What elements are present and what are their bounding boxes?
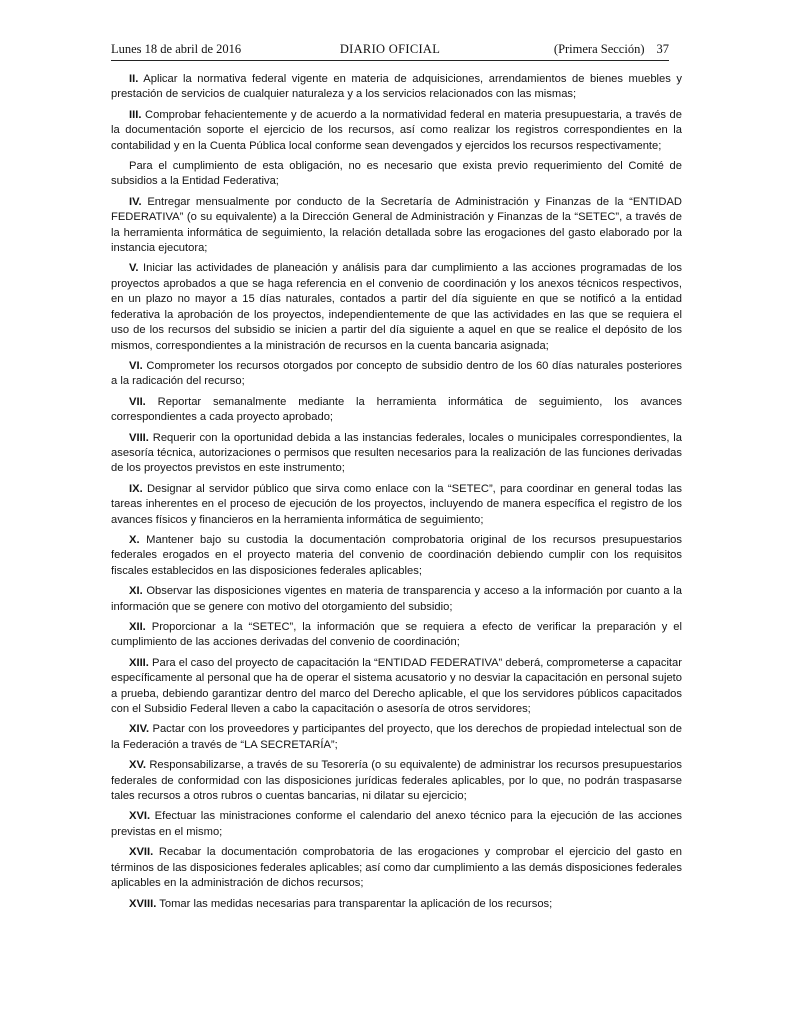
clause-number: XVIII. [129, 897, 157, 910]
clause-text: Reportar semanalmente mediante la herramienta informática de seguimiento, los avances correspondientes a cada proyecto aprobado; [111, 395, 682, 424]
paragraph-vii [111, 395, 682, 426]
clause-number: XV. [129, 759, 147, 772]
clause-text: Para el caso del proyecto de capacitación la “ENTIDAD FEDERATIVA” deberá, comprometerse a capacitar específicamente al personal que ha de operar el sistema acusatorio y no desviar la capacitación en personal sujeto a prueba, debiendo garantizar dentro del marco del Derecho aplicable, el que los servidores públicos capacitados con el Subsidio Federal lleven a cabo la capacitación o asesoría de otros servidores; [111, 656, 682, 716]
paragraph-xii [111, 620, 682, 651]
paragraph-xvii [111, 845, 682, 891]
document-body [111, 72, 682, 917]
header-page-number: 37 [656, 42, 669, 56]
clause-text: Para el cumplimiento de esta obligación, no es necesario que exista previo requerimiento del Comité de subsidios a la Entidad Federativa; [111, 160, 682, 188]
clause-text: Responsabilizarse, a través de su Tesorería (o su equivalente) de administrar los recursos presupuestarios federales de conformidad con las disposiciones jurídicas federales aplicables, por lo que, no podrán traspasarse tales recursos a otros rubros o cuentas bancarias, ni dilatar su ejercicio; [111, 759, 682, 803]
header-date: Lunes 18 de abril de 2016 [111, 42, 242, 56]
page-header [111, 42, 669, 60]
clause-text: Requerir con la oportunidad debida a las instancias federales, locales o municipales correspondientes, la asesoría técnica, autorizaciones o permisos que resulten necesarios para la realización de las funciones derivadas de los proyectos previstos en este instrumento; [111, 431, 682, 475]
paragraph-vi [111, 359, 682, 390]
clause-text: Designar al servidor público que sirva como enlace con la “SETEC”, para coordinar en general todas las tareas inherentes en el proceso de ejecución de los proyectos, incluyendo de manera específica el registro de los avances físicos y financieros en la herramienta informática de seguimiento; [111, 482, 682, 526]
clause-number: X. [129, 533, 140, 546]
clause-number: XIII. [129, 656, 149, 669]
paragraph-ix [111, 482, 682, 528]
clause-text: Mantener bajo su custodia la documentación comprobatoria original de los recursos presupuestarios federales erogados en el proyecto materia del convenio de coordinación debiendo cumplir con los requisitos fiscales establecidos en las disposiciones federales aplicables; [111, 533, 682, 577]
clause-text: Entregar mensualmente por conducto de la Secretaría de Administración y Finanzas de la “ENTIDAD FEDERATIVA” (o su equivalente) a la Dirección General de Administración y Finanzas de la “SETEC”, a través de la herramienta informática de seguimiento, la relación detallada sobre las erogaciones del gasto elaborado por la instancia ejecutora; [111, 195, 682, 255]
clause-number: II. [129, 73, 139, 85]
paragraph-xiv [111, 722, 682, 753]
clause-text: Comprometer los recursos otorgados por concepto de subsidio dentro de los 60 días naturales posteriores a la radicación del recurso; [111, 359, 682, 388]
header-section-and-page [554, 42, 669, 57]
clause-text: Pactar con los proveedores y participantes del proyecto, que los derechos de propiedad intelectual son de la Federación a través de “LA SECRETARÍA”; [111, 723, 682, 751]
paragraph-xv [111, 758, 682, 804]
clause-number: XI. [129, 585, 143, 598]
clause-number: III. [129, 108, 142, 121]
clause-number: V. [129, 262, 139, 275]
paragraph-viii [111, 431, 682, 477]
clause-text: Aplicar la normativa federal vigente en materia de adquisiciones, arrendamientos de bienes muebles y prestación de servicios de cualquier naturaleza y a los servicios relacionados con las mismas; [111, 73, 682, 101]
clause-text: Comprobar fehacientemente y de acuerdo a la normatividad federal en materia presupuestaria, a través de la documentación soporte el ejercicio de los recursos, así como realizar los registros correspondientes en la contabilidad y en la Cuenta Pública local conforme sean devengados y ejercidos los recursos respectivamente; [111, 108, 682, 152]
clause-number: IX. [129, 482, 143, 495]
paragraph-xvi [111, 809, 682, 840]
header-rule [111, 60, 669, 61]
clause-number: VI. [129, 359, 143, 372]
paragraph-xviii [111, 897, 682, 912]
clause-text: Observar las disposiciones vigentes en materia de transparencia y acceso a la información por cuanto a la información que se genere con motivo del otorgamiento del subsidio; [111, 585, 682, 613]
paragraph-xi [111, 584, 682, 615]
clause-number: XIV. [129, 723, 150, 736]
paragraph-ii [111, 72, 682, 103]
clause-text: Proporcionar a la “SETEC”, la información que se requiera a efecto de verificar la preparación y el cumplimiento de las acciones derivadas del convenio de coordinación; [111, 621, 682, 649]
clause-text: Tomar las medidas necesarias para transparentar la aplicación de los recursos; [156, 897, 553, 910]
paragraph-xiii [111, 656, 682, 718]
clause-text: Efectuar las ministraciones conforme el calendario del anexo técnico para la ejecución de las acciones previstas en el mismo; [111, 810, 682, 838]
header-title: DIARIO OFICIAL [339, 42, 441, 56]
paragraph-iii [111, 108, 682, 154]
clause-text: Recabar la documentación comprobatoria de las erogaciones y comprobar el ejercicio del gasto en términos de las disposiciones federales aplicables; así como dar cumplimiento a las demás disposiciones federales aplicables en la administración de dichos recursos; [111, 846, 682, 890]
header-section: (Primera Sección) [553, 42, 645, 56]
clause-number: VII. [129, 395, 146, 408]
clause-number: XVII. [129, 846, 154, 859]
clause-number: VIII. [129, 431, 149, 444]
paragraph-v [111, 261, 682, 353]
clause-text: Iniciar las actividades de planeación y análisis para dar cumplimiento a las acciones programadas de los proyectos aprobados a que se haga referencia en el convenio de coordinación y los anexos técnicos respectivos, en un plazo no mayor a 15 días naturales, contados a partir del día siguiente en que se notificó a la entidad federativa la aprobación de los proyectos, independientemente de que las actividades en las que se requiera el uso de los recursos del subsidio se inicien a partir del día siguiente a aquel en que se realice el depósito de los mismos, correspondientes a la ministración de recursos en la cuenta bancaria asignada; [111, 262, 682, 352]
clause-number: XVI. [129, 810, 151, 823]
clause-number: IV. [129, 195, 142, 208]
paragraph-x [111, 533, 682, 579]
paragraph-iv [111, 195, 682, 257]
paragraph-note [111, 159, 682, 190]
clause-number: XII. [129, 621, 146, 633]
